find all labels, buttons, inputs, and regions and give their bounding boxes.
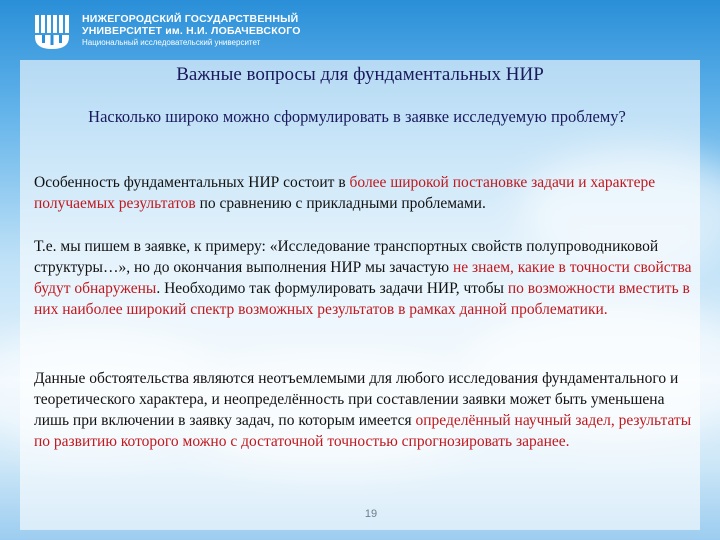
slide-title: Важные вопросы для фундаментальных НИР — [176, 64, 544, 85]
university-line-2: УНИВЕРСИТЕТ им. Н.И. ЛОБАЧЕВСКОГО — [82, 25, 301, 37]
paragraph-2-highlight: не знаем, какие в точности свойства будут обнаружены — [34, 259, 692, 297]
question-text: Насколько широко можно сформулировать в заявке исследуемую проблему? — [88, 107, 626, 126]
paragraph-1 — [34, 172, 694, 214]
university-name — [82, 13, 301, 48]
paragraph-3-segment: Данные обстоятельства являются неотъемлемыми для любого исследования фундаментального и теоретического характера, и неопределённость при составлении заявки может быть уменьшена лишь при включении в заявку задач, по которым имеется — [34, 370, 679, 429]
paragraph-1-highlight: более широкой постановке задачи и характере получаемых результатов — [34, 174, 656, 212]
slide-content — [20, 60, 700, 530]
unn-logo-icon — [33, 9, 71, 51]
page-number: 19 — [364, 508, 378, 520]
paragraph-1-segment: Особенность фундаментальных НИР состоит в — [34, 174, 350, 191]
paragraph-1-segment: по сравнению с прикладными проблемами. — [195, 195, 486, 212]
header — [0, 0, 720, 58]
paragraph-2 — [34, 236, 694, 320]
university-line-1: НИЖЕГОРОДСКИЙ ГОСУДАРСТВЕННЫЙ — [82, 13, 299, 25]
university-line-3: Национальный исследовательский университет — [82, 38, 261, 47]
paragraph-3 — [34, 368, 694, 452]
paragraph-2-highlight: по возможности вместить в них наиболее широкий спектр возможных результатов в рамках данной проблематики. — [34, 280, 690, 318]
paragraph-2-segment: Т.е. мы пишем в заявке, к примеру: «Исследование транспортных свойств полупроводниковой структуры…», но до окончания выполнения НИР мы зачастую — [34, 238, 659, 276]
paragraph-2-segment: . Необходимо так формулировать задачи НИР, чтобы — [156, 280, 508, 297]
paragraph-3-highlight: определённый научный задел, результаты по развитию которого можно с достаточной точностью спрогнозировать заранее. — [34, 412, 692, 450]
